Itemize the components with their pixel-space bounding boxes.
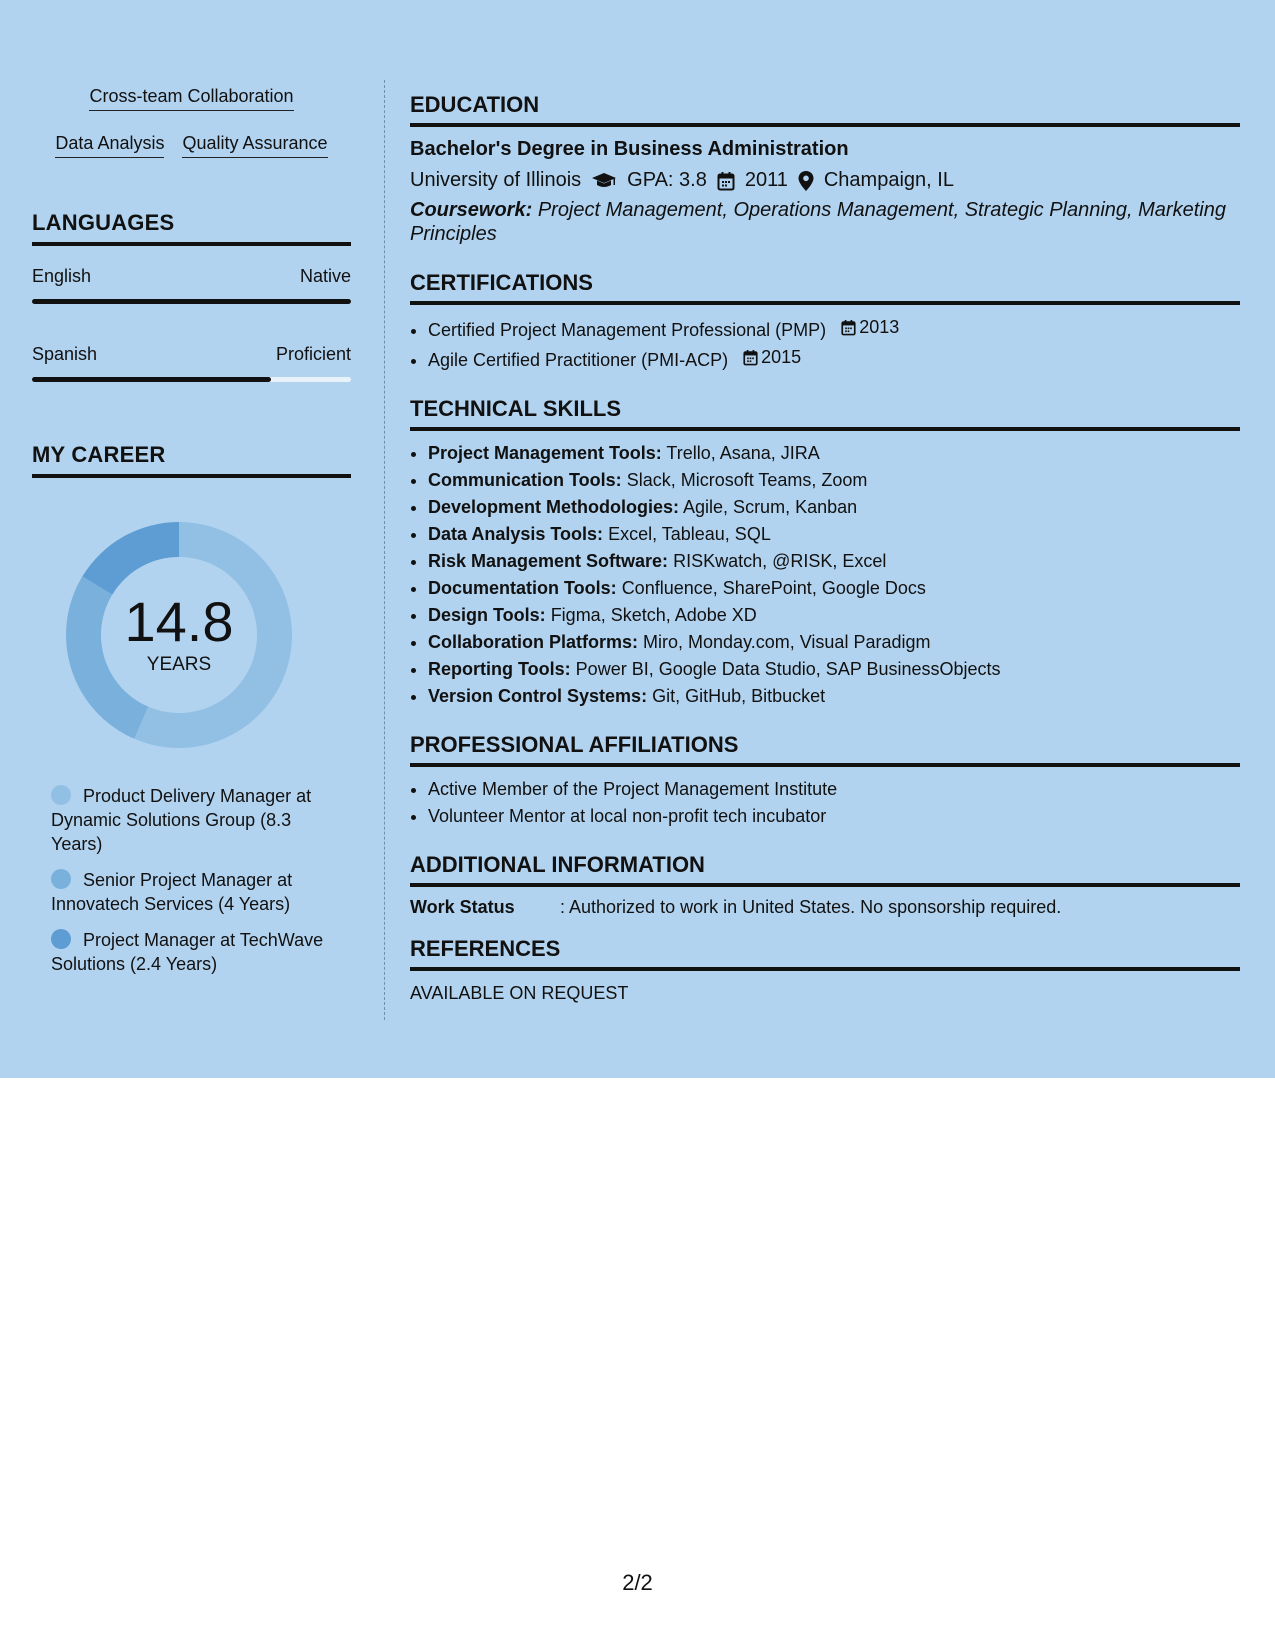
certification-year: 2015 <box>761 347 802 367</box>
technical-skill-item <box>428 629 1240 656</box>
technical-skill-item <box>428 548 1240 575</box>
skill-tag: Cross-team Collaboration <box>89 86 293 111</box>
technical-skill-item <box>428 602 1240 629</box>
affiliation-item: • Volunteer Mentor at local non-profit tech incubator <box>428 803 1240 830</box>
references-title: REFERENCES <box>410 936 1240 971</box>
graduation-cap-icon <box>591 172 617 190</box>
education-school: University of Illinois <box>410 169 582 191</box>
technical-skill-value: Figma, Sketch, Adobe XD <box>550 605 757 625</box>
legend-dot <box>51 869 71 889</box>
language-bar-fill <box>32 299 351 304</box>
technical-skill-label: Reporting Tools: <box>428 659 571 679</box>
career-legend-item <box>51 868 341 916</box>
language-bar <box>32 377 351 382</box>
career-legend-label: Senior Project Manager at Innovatech Services (4 Years) <box>51 870 293 914</box>
technical-skill-item <box>428 521 1240 548</box>
career-donut-chart <box>64 520 294 750</box>
coursework-label: Coursework: <box>410 199 533 221</box>
education-gpa: GPA: 3.8 <box>627 169 707 191</box>
donut-center <box>64 520 294 750</box>
technical-skill-value: Trello, Asana, JIRA <box>666 443 820 463</box>
language-name: Spanish <box>32 344 98 364</box>
education-meta <box>410 169 1240 192</box>
technical-skill-value: RISKwatch, @RISK, Excel <box>673 551 887 571</box>
education-coursework <box>410 198 1240 246</box>
career-legend <box>51 784 341 976</box>
affiliations-list <box>410 776 1240 830</box>
certifications-title: CERTIFICATIONS <box>410 270 1240 305</box>
career-legend-item <box>51 928 341 976</box>
technical-skill-label: Communication Tools: <box>428 470 622 490</box>
skill-tags-row-1 <box>32 86 351 111</box>
education-title: EDUCATION <box>410 92 1240 127</box>
certification-item <box>428 344 1240 374</box>
language-item <box>32 266 351 287</box>
technical-skill-label: Data Analysis Tools: <box>428 524 604 544</box>
certification-item <box>428 314 1240 344</box>
technical-skill-value: Confluence, SharePoint, Google Docs <box>621 578 926 598</box>
education-location: Champaign, IL <box>823 169 954 191</box>
language-level: Proficient <box>275 344 351 364</box>
technical-skill-value: Miro, Monday.com, Visual Paradigm <box>643 632 931 652</box>
calendar-icon <box>717 171 735 191</box>
technical-skill-label: Design Tools: <box>428 605 546 625</box>
technical-skill-item <box>428 575 1240 602</box>
legend-dot <box>51 929 71 949</box>
skill-tag: Quality Assurance <box>182 133 327 158</box>
calendar-icon <box>743 349 758 366</box>
language-name: English <box>32 266 92 286</box>
affiliation-item: • Active Member of the Project Management Institute <box>428 776 1240 803</box>
technical-skill-value: Power BI, Google Data Studio, SAP BusinessObjects <box>575 659 1001 679</box>
languages-title: LANGUAGES <box>32 210 351 246</box>
career-total-unit: YEARS <box>146 654 212 675</box>
education-degree: Bachelor's Degree in Business Administration <box>410 138 849 160</box>
certifications-list <box>410 314 1240 374</box>
page-number: 2/2 <box>622 1570 653 1595</box>
legend-dot <box>51 785 71 805</box>
technical-skill-label: Version Control Systems: <box>428 686 648 706</box>
calendar-icon <box>841 319 856 336</box>
certification-name: Certified Project Management Professional (PMP) <box>428 320 827 340</box>
career-title: MY CAREER <box>32 442 351 478</box>
technical-skills-title: TECHNICAL SKILLS <box>410 396 1240 431</box>
skill-tag: Data Analysis <box>55 133 164 158</box>
technical-skill-value: Slack, Microsoft Teams, Zoom <box>626 470 868 490</box>
technical-skill-label: Development Methodologies: <box>428 497 680 517</box>
skill-tags-row-2 <box>32 133 351 158</box>
technical-skills-list <box>410 440 1240 710</box>
technical-skill-value: Git, GitHub, Bitbucket <box>652 686 826 706</box>
language-bar-fill <box>32 377 271 382</box>
references-text: AVAILABLE ON REQUEST <box>410 983 629 1003</box>
technical-skill-label: Documentation Tools: <box>428 578 617 598</box>
work-status-label: Work Status <box>410 897 515 917</box>
certification-date <box>841 314 899 341</box>
technical-skill-label: Collaboration Platforms: <box>428 632 639 652</box>
technical-skill-label: Project Management Tools: <box>428 443 662 463</box>
career-legend-item <box>51 784 341 856</box>
coursework-text: Project Management, Operations Management, Strategic Planning, Marketing Principles <box>410 199 1226 245</box>
technical-skill-item <box>428 494 1240 521</box>
technical-skill-value: Agile, Scrum, Kanban <box>683 497 858 517</box>
career-legend-label: Project Manager at TechWave Solutions (2.4 Years) <box>51 930 324 974</box>
affiliations-title: PROFESSIONAL AFFILIATIONS <box>410 732 1240 767</box>
technical-skill-label: Risk Management Software: <box>428 551 669 571</box>
certification-name: Agile Certified Practitioner (PMI-ACP) <box>428 350 729 370</box>
certification-year: 2013 <box>859 317 900 337</box>
column-divider <box>384 80 385 1020</box>
technical-skill-value: Excel, Tableau, SQL <box>608 524 771 544</box>
languages-list <box>32 266 351 382</box>
additional-info-title: ADDITIONAL INFORMATION <box>410 852 1240 887</box>
education-year: 2011 <box>744 169 788 191</box>
work-status-row <box>410 897 1240 918</box>
language-level: Native <box>299 266 351 286</box>
language-item <box>32 344 351 365</box>
right-column <box>410 92 1240 1004</box>
work-status-value: : Authorized to work in United States. No sponsorship required. <box>560 897 1062 917</box>
language-bar <box>32 299 351 304</box>
location-pin-icon <box>798 171 814 191</box>
career-total-years: 14.8 <box>124 590 234 653</box>
technical-skill-item <box>428 440 1240 467</box>
technical-skill-item <box>428 467 1240 494</box>
technical-skill-item <box>428 683 1240 710</box>
technical-skill-item <box>428 656 1240 683</box>
left-column <box>32 86 351 988</box>
career-legend-label: Product Delivery Manager at Dynamic Solutions Group (8.3 Years) <box>51 786 312 854</box>
certification-date <box>743 344 801 371</box>
